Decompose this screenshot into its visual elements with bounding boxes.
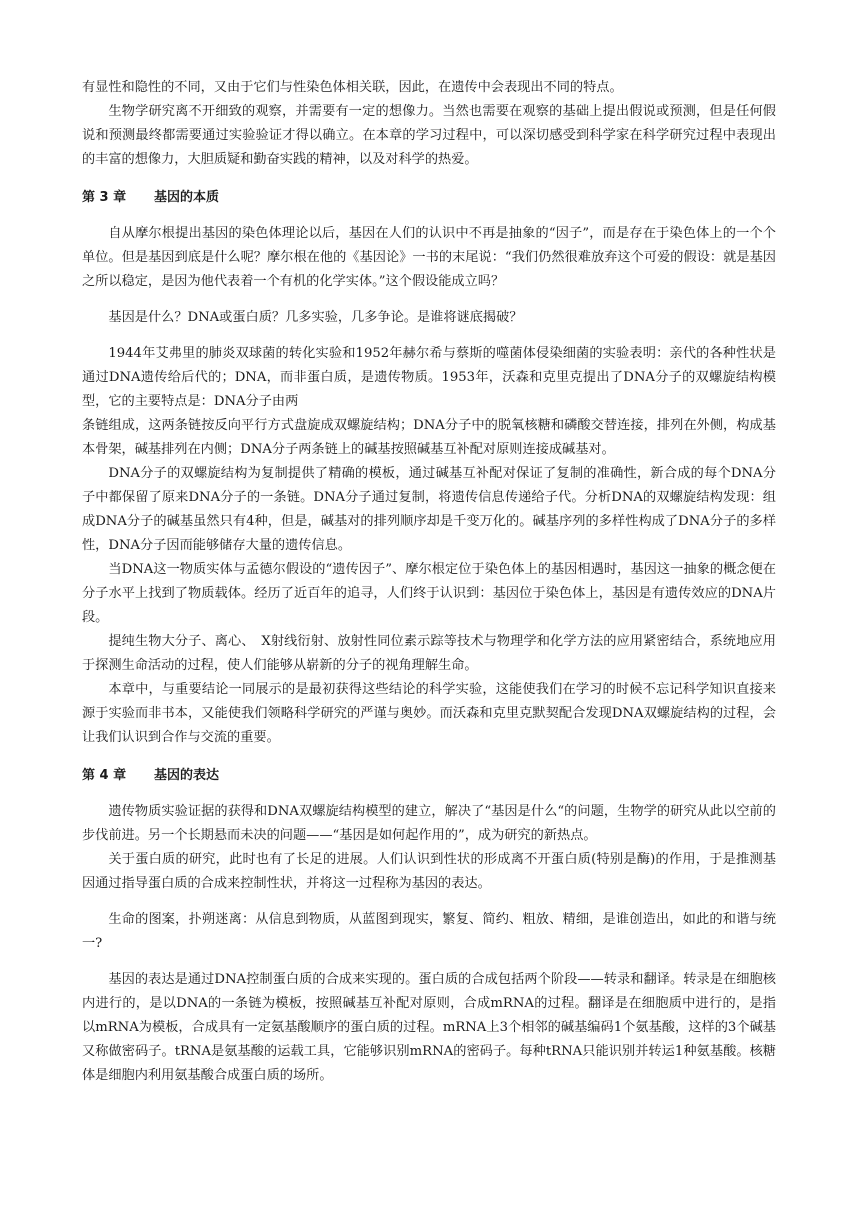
chapter-3-paragraph-3b: 条链组成，这两条链按反向平行方式盘旋成双螺旋结构；DNA分子中的脱氧核糖和磷酸交替连接，排列在外侧，构成基本骨架，碱基排列在内侧；DNA分子两条链上的碱基按照碱基互补配对原则连接成碱基对。 (82, 418, 776, 457)
chapter-3-paragraph-1: 自从摩尔根提出基因的染色体理论以后，基因在人们的认识中不再是抽象的“因子”，而是存在于染色体上的一个个单位。但是基因到底是什么呢？摩尔根在他的《基因论》一书的末尾说：“我们仍然很难放弃这个可爱的假设：就是基因之所以稳定，是因为他代表着一个有机的化学实体。”这个假设能成立吗？ (82, 226, 776, 289)
chapter-3-heading (82, 186, 776, 210)
chapter-3-paragraph-6: 提纯生物大分子、离心、 X射线衍射、放射性同位素示踪等技术与物理学和化学方法的应用紧密结合，系统地应用于探测生命活动的过程，使人们能够从崭新的分子的视角理解生命。 (82, 634, 776, 673)
chapter-4-paragraph-1: 遗传物质实验证据的获得和DNA双螺旋结构模型的建立，解决了“基因是什么“的问题，生物学的研究从此以空前的步伐前进。另一个长期悬而未决的问题——“基因是如何起作用的”，成为研究的新热点。 (82, 804, 776, 843)
chapter-4-paragraph-4: 基因的表达是通过DNA控制蛋白质的合成来实现的。蛋白质的合成包括两个阶段——转录和翻译。转录是在细胞核内进行的，是以DNA的一条链为模板，按照碱基互补配对原则，合成mRNA的过程。翻译是在细胞质中进行的，是指以mRNA为模板，合成具有一定氨基酸顺序的蛋白质的过程。mRNA上3个相邻的碱基编码1个氨基酸，这样的3个碱基又称做密码子。tRNA是氨基酸的运载工具，它能够识别mRNA的密码子。每种tRNA只能识别并转运1种氨基酸。核糖体是细胞内利用氨基酸合成蛋白质的场所。 (82, 972, 776, 1083)
intro-paragraph-1: 有显性和隐性的不同，又由于它们与性染色体相关联，因此，在遗传中会表现出不同的特点。 (82, 80, 623, 95)
chapter-3-paragraph-4: DNA分子的双螺旋结构为复制提供了精确的模板，通过碱基互补配对保证了复制的准确性，新合成的每个DNA分子中都保留了原来DNA分子的一条链。DNA分子通过复制，将遗传信息传递给子代。分析DNA的双螺旋结构发现：组成DNA分子的碱基虽然只有4种，但是，碱基对的排列顺序却是千变万化的。碱基序列的多样性构成了DNA分子的多样性，DNA分子因而能够储存大量的遗传信息。 (82, 466, 776, 553)
chapter-4-title: 基因的表达 (154, 768, 220, 783)
chapter-4-heading (82, 764, 776, 788)
chapter-4-paragraph-2: 关于蛋白质的研究，此时也有了长足的进展。人们认识到性状的形成离不开蛋白质(特别是酶)的作用，于是推测基因通过指导蛋白质的合成来控制性状，并将这一过程称为基因的表达。 (82, 852, 776, 891)
chapter-4-number: 第 4 章 (82, 768, 127, 783)
chapter-3-number: 第 3 章 (82, 190, 127, 205)
chapter-3-paragraph-2: 基因是什么？DNA或蛋白质？几多实验，几多争论。是谁将谜底揭破？ (108, 310, 523, 325)
intro-paragraph-2: 生物学研究离不开细致的观察，并需要有一定的想像力。当然也需要在观察的基础上提出假说或预测，但是任何假说和预测最终都需要通过实验验证才得以确立。在本章的学习过程中，可以深切感受到科学家在科学研究过程中表现出的丰富的想像力，大胆质疑和勤奋实践的精神，以及对科学的热爱。 (82, 104, 776, 167)
chapter-4-paragraph-3: 生命的图案，扑朔迷离：从信息到物质，从蓝图到现实，繁复、简约、粗放、精细，是谁创造出，如此的和谐与统一? (82, 912, 776, 951)
chapter-3-paragraph-5: 当DNA这一物质实体与孟德尔假设的“遗传因子”、摩尔根定位于染色体上的基因相遇时，基因这一抽象的概念便在分子水平上找到了物质载体。经历了近百年的追寻，人们终于认识到：基因位于染色体上，基因是有遗传效应的DNA片段。 (82, 562, 776, 625)
chapter-3-title: 基因的本质 (154, 190, 220, 205)
chapter-3-paragraph-3a: 1944年艾弗里的肺炎双球菌的转化实验和1952年赫尔希与蔡斯的噬菌体侵染细菌的实验表明：亲代的各种性状是通过DNA遗传给后代的；DNA，而非蛋白质，是遗传物质。1953年，沃森和克里克提出了DNA分子的双螺旋结构模型，它的主要特点是：DNA分子由两 (82, 346, 776, 409)
chapter-3-paragraph-7: 本章中，与重要结论一同展示的是最初获得这些结论的科学实验，这能使我们在学习的时候不忘记科学知识直接来源于实验而非书本，又能使我们领略科学研究的严谨与奥妙。而沃森和克里克默契配合发现DNA双螺旋结构的过程，会让我们认识到合作与交流的重要。 (82, 682, 776, 745)
document-page (82, 76, 776, 1088)
